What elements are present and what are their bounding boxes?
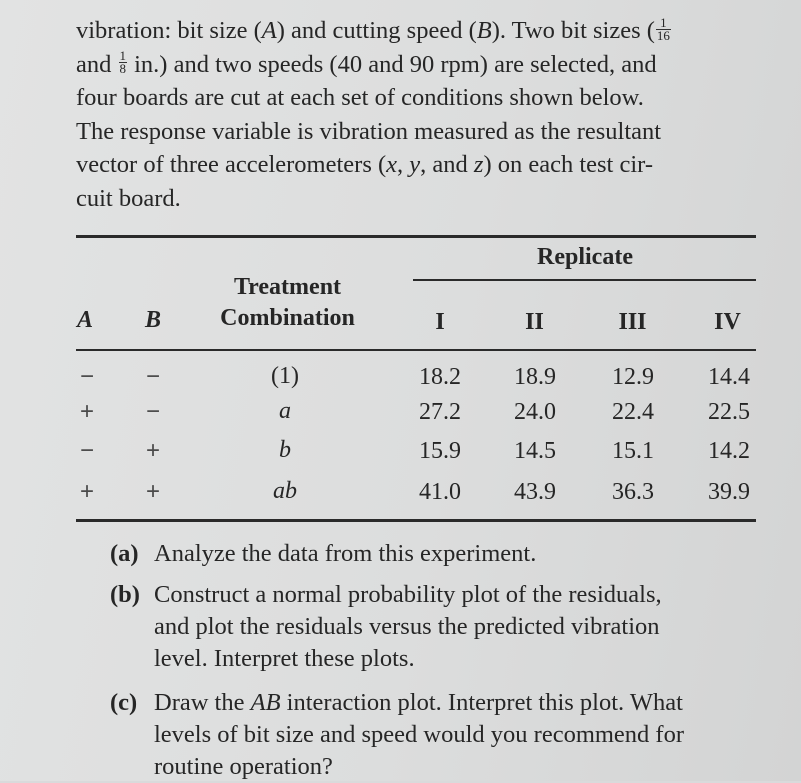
question-a-label: (a) — [110, 540, 139, 567]
intro-line-6: cuit board. — [76, 184, 181, 212]
intro-line-2: and $\frac{1}{8}$ in.) and two speeds (40 and 90 rpm) are selected, and — [76, 48, 657, 78]
row3-rep1: 15.9 — [419, 438, 461, 464]
row4-rep2: 43.9 — [514, 479, 556, 505]
question-c-line2: levels of bit size and speed would you recommend for — [154, 721, 685, 748]
row4-combination: ab — [273, 478, 297, 504]
header-bottom-rule — [76, 349, 756, 351]
row1-rep2: 18.9 — [514, 364, 556, 390]
row3-B-level: + — [145, 437, 160, 464]
replicate-II-header: II — [525, 309, 544, 335]
row1-rep4: 14.4 — [708, 364, 750, 390]
problem-statement — [76, 14, 766, 216]
intro-line-5: vector of three accelerometers (x, y, and z) on each test cir- — [76, 151, 653, 179]
row4-B-level: + — [145, 478, 160, 505]
question-c-line3: routine operation? — [154, 753, 333, 780]
question-c-label: (c) — [110, 689, 138, 716]
question-b-line3: level. Interpret these plots. — [154, 645, 415, 672]
intro-line-4: The response variable is vibration measured as the resultant — [76, 117, 662, 145]
fraction-one-sixteenth: $\frac{1}{16}$ — [656, 14, 670, 43]
question-b-label: (b) — [110, 581, 140, 608]
fraction-one-eighth: $\frac{1}{8}$ — [119, 48, 126, 77]
row2-B-level: − — [145, 398, 160, 425]
question-a — [110, 538, 760, 570]
treatment-header-line2: Combination — [220, 305, 355, 331]
row2-rep2: 24.0 — [514, 399, 556, 425]
intro-line-1: vibration: bit size (A) and cutting speed (B). Two bit sizes ( $\frac{1}{16}$ — [76, 14, 670, 44]
replicate-I-header: I — [435, 309, 445, 335]
row4-rep1: 41.0 — [419, 479, 461, 505]
replicate-IV-header: IV — [714, 309, 741, 335]
row4-rep4: 39.9 — [708, 479, 750, 505]
replicate-underline — [413, 279, 756, 281]
column-A-header: A — [76, 307, 93, 333]
row3-combination: b — [279, 437, 291, 463]
table-top-rule — [76, 235, 756, 238]
table-bottom-rule — [76, 519, 756, 522]
row4-rep3: 36.3 — [612, 479, 654, 505]
row3-rep3: 15.1 — [612, 438, 654, 464]
column-B-header: B — [144, 307, 161, 333]
row2-rep1: 27.2 — [419, 399, 461, 425]
intro-line-3: four boards are cut at each set of conditions shown below. — [76, 84, 644, 112]
row2-rep4: 22.5 — [708, 399, 750, 425]
row1-B-level: − — [145, 363, 160, 390]
treatment-header-line1: Treatment — [233, 274, 342, 300]
row3-A-level: − — [79, 437, 94, 464]
row1-rep3: 12.9 — [612, 364, 654, 390]
question-b-line2: and plot the residuals versus the predicted vibration — [154, 613, 660, 640]
question-c — [110, 687, 760, 783]
row2-rep3: 22.4 — [612, 399, 654, 425]
row2-combination: a — [279, 398, 291, 424]
row2-A-level: + — [79, 398, 94, 425]
row3-rep2: 14.5 — [514, 438, 556, 464]
row1-rep1: 18.2 — [419, 364, 461, 390]
question-a-text: Analyze the data from this experiment. — [154, 540, 537, 567]
replicate-III-header: III — [618, 309, 647, 335]
replicate-header: Replicate — [537, 244, 633, 270]
question-b-line1: Construct a normal probability plot of the residuals, — [154, 581, 662, 608]
row4-A-level: + — [79, 478, 94, 505]
row1-A-level: − — [79, 363, 94, 390]
question-b — [110, 579, 760, 675]
question-c-line1: Draw the AB interaction plot. Interpret this plot. What — [154, 689, 683, 716]
row1-combination: (1) — [271, 363, 299, 389]
row3-rep4: 14.2 — [708, 438, 750, 464]
